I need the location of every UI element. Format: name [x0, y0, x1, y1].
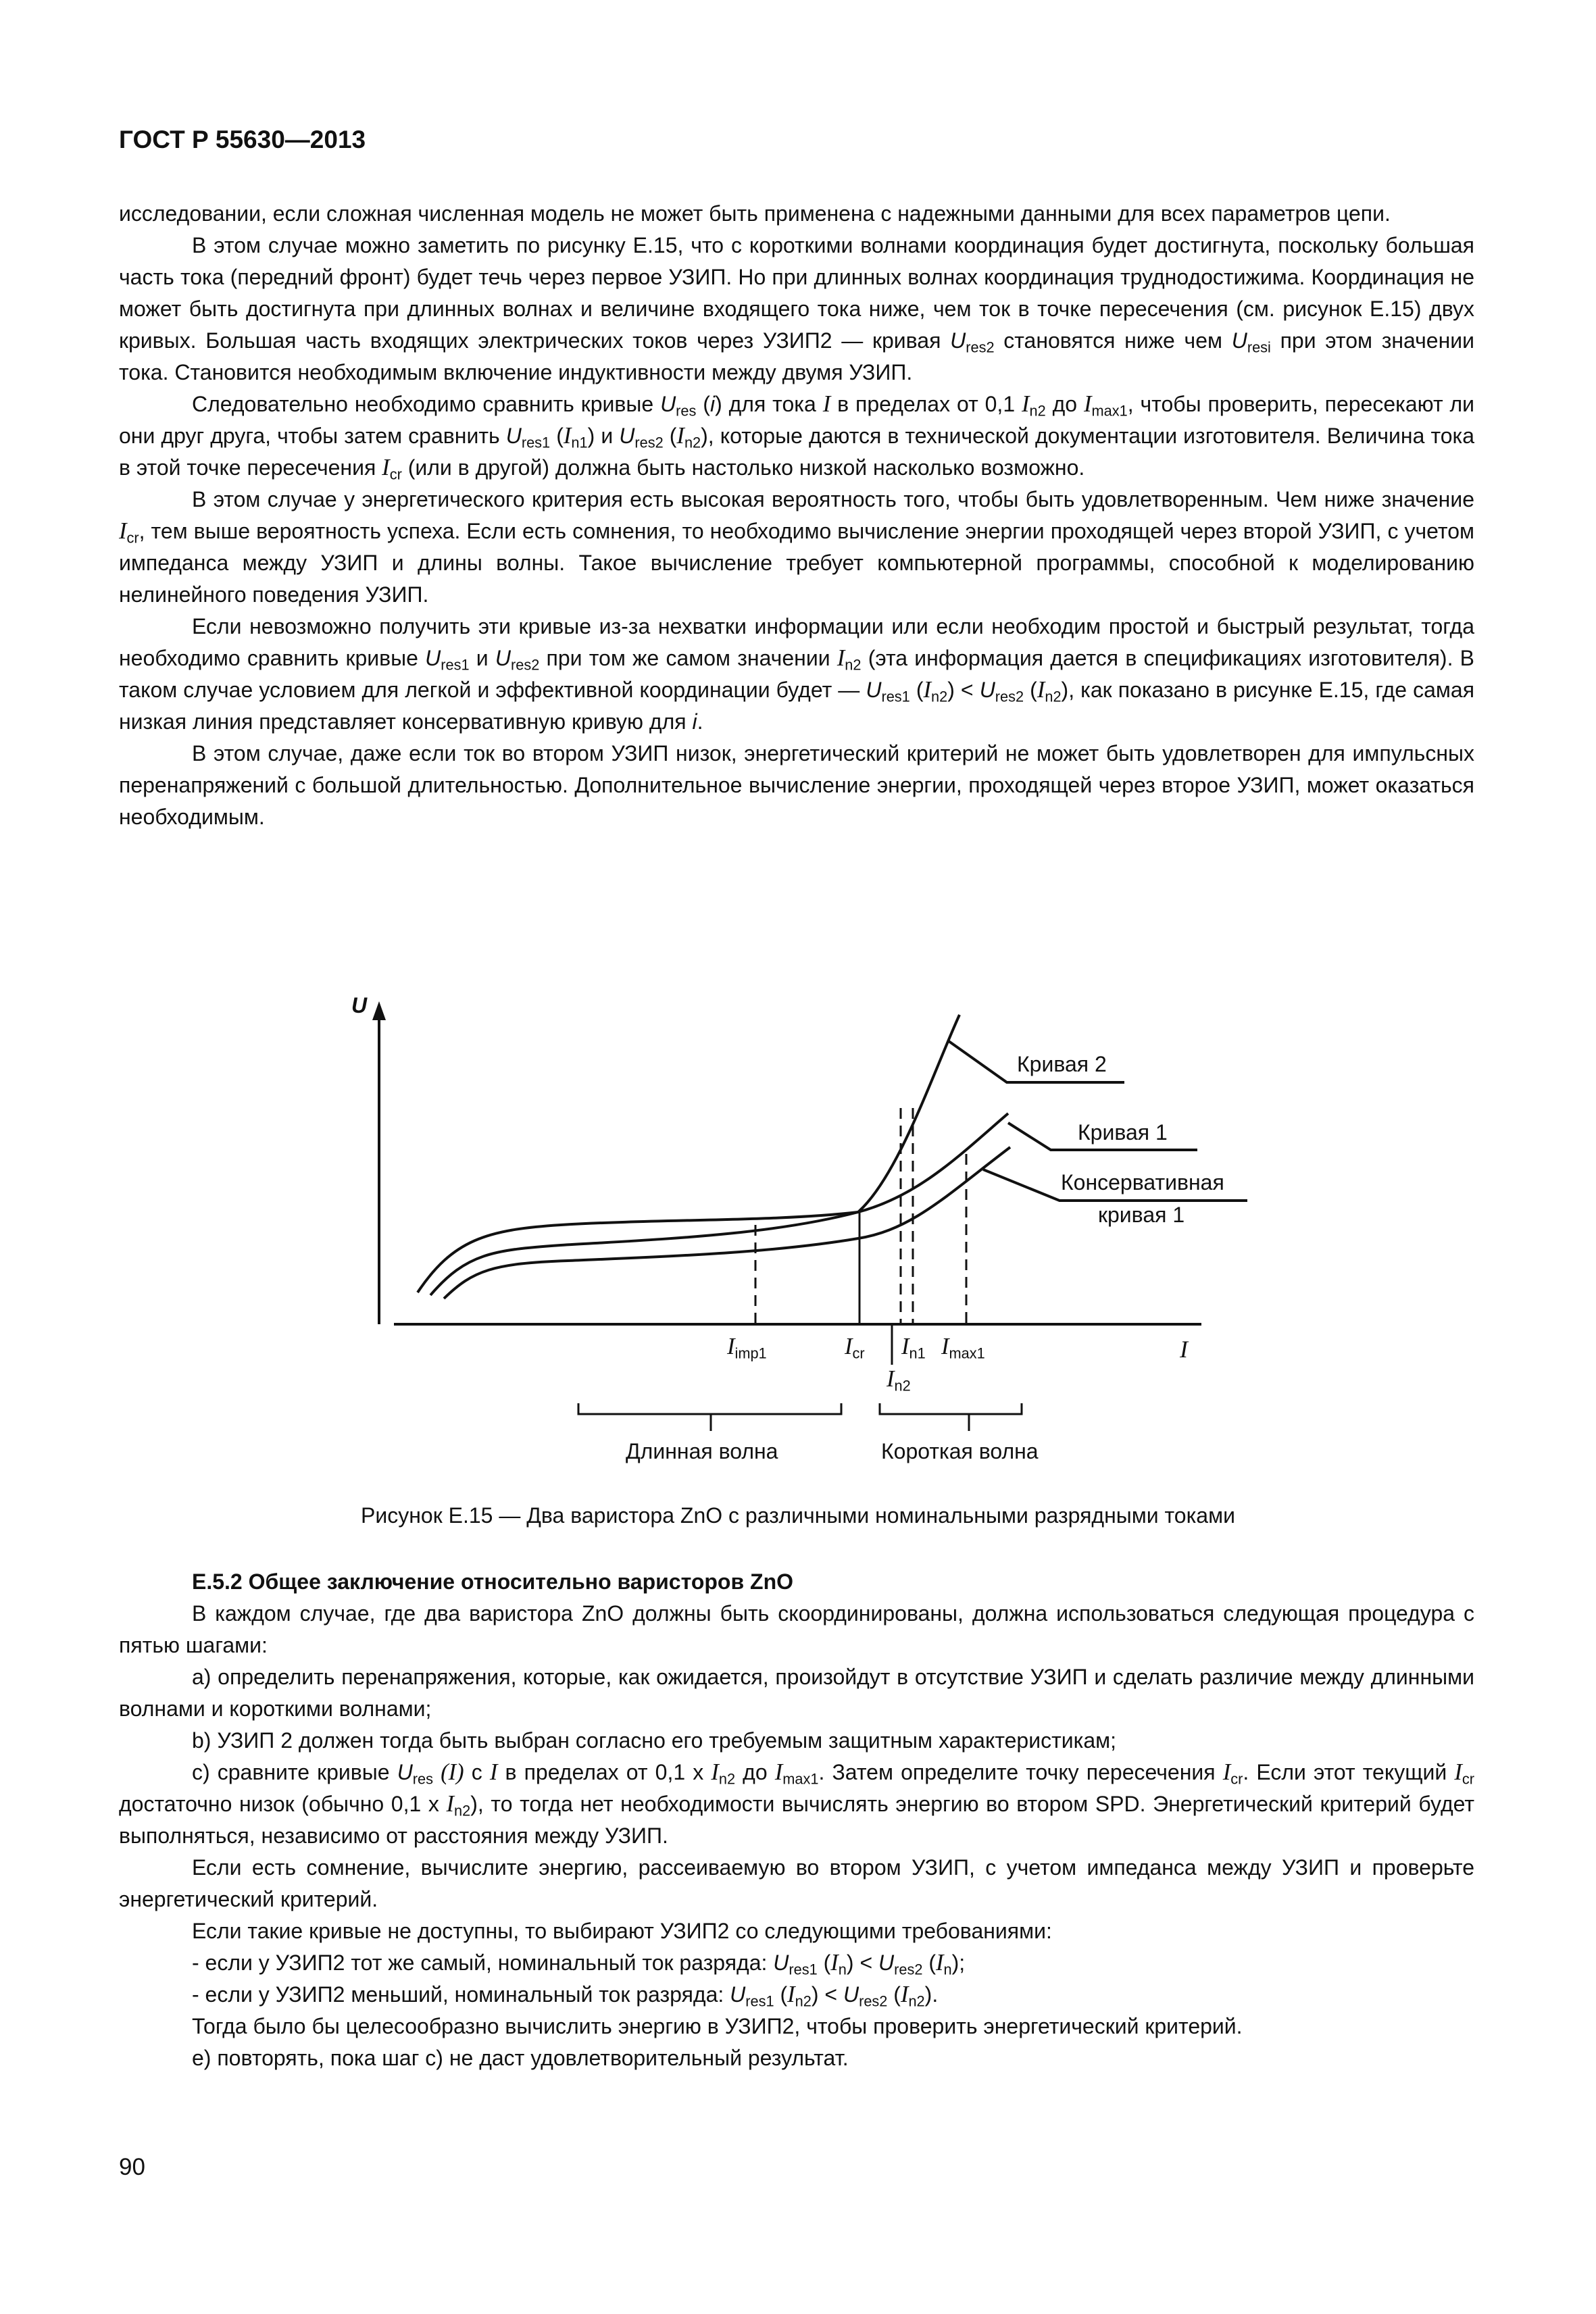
short-wave-label: Короткая волна: [881, 1439, 1039, 1463]
figure-caption: Рисунок Е.15 — Два варистора ZnO с различными номинальными разрядными токами: [361, 1503, 1235, 1528]
body-text-bottom: [119, 1566, 1474, 2074]
paragraph: - если у УЗИП2 меньший, номинальный ток разряда: $U_{res1}$ $(I_{n2}) < U_{res2}$ $(I_{n2})$.: [192, 1982, 939, 2010]
paragraph: Следовательно необходимо сравнить кривые $U_{res}$ (i) для тока I в пределах от 0,1 $I_{n2}$ до $I_{max1}$, чтобы проверить, пересекают ли они друг друга, чтобы затем сравнить $U_{res1}$ $(I_{n1})$ и $U_{res2}$ $(I_{n2})$, которые даются в технической документации изготовителя. Величина тока в этой точке пересечения $I_{cr}$ (или в другой) должна быть настолько низкой насколько возможно.: [119, 391, 1475, 483]
paragraph: c) сравните кривые $U_{res}$ (I) с I в пределах от 0,1 x $I_{n2}$ до $I_{max1}$. Затем определите точку пересечения $I_{cr}$. Если этот текущий $I_{cr}$ достаточно низок (обычно 0,1 x $I_{n2}$), то тогда нет необходимости вычислять энергию во втором SPD. Энергетический критерий будет выполняться, независимо от расстояния между УЗИП.: [119, 1759, 1475, 1848]
paragraph: - если у УЗИП2 тот же самый, номинальный ток разряда: $U_{res1}$ $(I_n) < U_{res2}$ $(I_n)$;: [192, 1950, 966, 1978]
figure-e15: [0, 973, 1596, 1500]
tick-label-imp1: [727, 1334, 767, 1360]
curve-1-label: Кривая 1: [1078, 1120, 1168, 1145]
tick-symbol: I: [887, 1366, 895, 1392]
tick-symbol: I: [901, 1334, 909, 1359]
paragraph: e) повторять, пока шаг с) не даст удовлетворительный результат.: [192, 2046, 849, 2070]
tick-label-max1: [941, 1334, 985, 1360]
curve-2-label: Кривая 2: [1017, 1052, 1107, 1076]
tick-subscript: n2: [894, 1377, 911, 1394]
paragraph: b) УЗИП 2 должен тогда быть выбран согласно его требуемым защитным характеристикам;: [192, 1728, 1117, 1753]
tick-subscript: max1: [949, 1344, 985, 1362]
paragraph: Если невозможно получить эти кривые из-за нехватки информации или если необходим простой и быстрый результат, тогда необходимо сравнить кривые $U_{res1}$ и $U_{res2}$ при том же самом значении $I_{n2}$ (эта информация дается в спецификациях изготовителя). В таком случае условием для легкой и эффективной координации будет — $U_{res1}$ $(I_{n2}) < U_{res2}$ $(I_{n2})$, как показано в рисунке Е.15, где самая низкая линия представляет консервативную кривую для i.: [119, 614, 1475, 734]
paragraph: Тогда было бы целесообразно вычислить энергию в УЗИП2, чтобы проверить энергетический критерий.: [192, 2014, 1243, 2038]
paragraph: a) определить перенапряжения, которые, как ожидается, произойдут в отсутствие УЗИП и сделать различие между длинными волнами и короткими волнами;: [119, 1665, 1474, 1721]
tick-label-cr: [845, 1334, 865, 1360]
tick-subscript: imp1: [734, 1344, 767, 1362]
y-axis-label: U: [351, 993, 368, 1017]
conservative-curve-label-1: Консервативная: [1061, 1170, 1224, 1194]
conservative-curve-label-2: кривая 1: [1098, 1203, 1185, 1227]
long-wave-brace: [578, 1403, 841, 1414]
varistor-curves-diagram: [0, 973, 1596, 1500]
short-wave-brace: [880, 1403, 1022, 1414]
paragraph: Если есть сомнение, вычислите энергию, рассеиваемую во втором УЗИП, с учетом импеданса между УЗИП и проверьте энергетический критерий.: [119, 1855, 1474, 1911]
paragraph: В каждом случае, где два варистора ZnO должны быть скоординированы, должна использоваться следующая процедура с пятью шагами:: [119, 1601, 1474, 1657]
tick-symbol: I: [845, 1334, 853, 1359]
paragraph: Если такие кривые не доступны, то выбирают УЗИП2 со следующими требованиями:: [192, 1919, 1052, 1943]
page-number: 90: [119, 2154, 145, 2180]
tick-label-n1: [901, 1334, 926, 1360]
tick-label-n2: [887, 1366, 911, 1392]
body-text-top: [119, 198, 1474, 833]
document-header: ГОСТ Р 55630—2013: [119, 126, 366, 153]
paragraph: В этом случае, даже если ток во втором УЗИП низок, энергетический критерий не может быть удовлетворен для импульсных перенапряжений с большой длительностью. Дополнительное вычисление энергии, проходящей через второе УЗИП, может оказаться необходимым.: [119, 741, 1474, 829]
paragraph: Е.5.2 Общее заключение относительно варисторов ZnO: [192, 1569, 794, 1594]
y-axis-arrow: [372, 1001, 386, 1020]
conservative-curve-1: [444, 1147, 1010, 1299]
paragraph: В этом случае можно заметить по рисунку Е.15, что с короткими волнами координация будет достигнута, поскольку большая часть тока (передний фронт) будет течь через первое УЗИП. Но при длинных волнах координация труднодостижима. Координация не может быть достигнута при длинных волнах и величине входящего тока ниже, чем ток в точке пересечения (см. рисунок Е.15) двух кривых. Большая часть входящих электрических токов через УЗИП2 — кривая $U_{res2}$ становятся ниже чем $U_{resi}$ при этом значении тока. Становится необходимым включение индуктивности между двумя УЗИП.: [119, 233, 1475, 384]
long-wave-label: Длинная волна: [626, 1439, 778, 1463]
paragraph: исследовании, если сложная численная модель не может быть применена с надежными данными для всех параметров цепи.: [119, 201, 1391, 226]
paragraph: В этом случае у энергетического критерия есть высокая вероятность того, чтобы быть удовлетворенным. Чем ниже значение $I_{cr}$, тем выше вероятность успеха. Если есть сомнения, то необходимо вычисление энергии проходящей через второй УЗИП, с учетом импеданса между УЗИП и длины волны. Такое вычисление требует компьютерной программы, способной к моделированию нелинейного поведения УЗИП.: [119, 487, 1474, 607]
curve-1: [430, 1113, 1008, 1295]
tick-subscript: cr: [852, 1344, 865, 1362]
tick-subscript: n1: [909, 1344, 926, 1362]
x-axis-label: I: [1180, 1336, 1188, 1363]
tick-symbol: I: [727, 1334, 735, 1359]
tick-symbol: I: [941, 1334, 949, 1359]
